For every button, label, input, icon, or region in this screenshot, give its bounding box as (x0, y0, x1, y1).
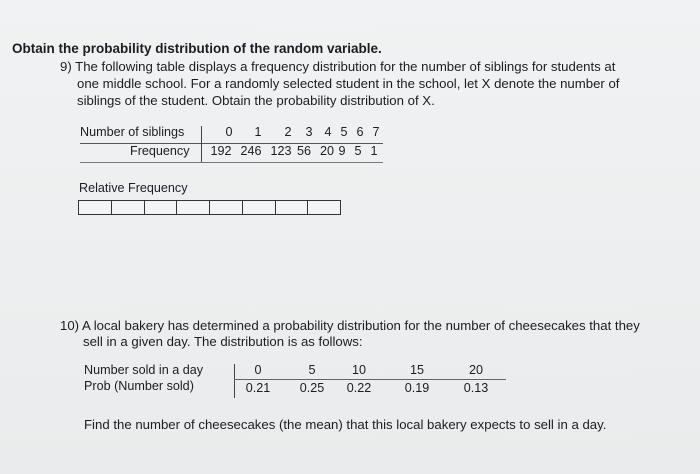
q10-number-cell: 20 (468, 363, 483, 377)
q9-sibling-cell: 5 (340, 125, 348, 139)
q9-sibling-cell: 1 (254, 125, 262, 139)
q9-sibling-cell: 2 (284, 125, 292, 139)
q9-frequency-cell: 20 (319, 144, 334, 158)
relative-frequency-answer-row (78, 200, 341, 215)
q9-frequency-cell: 123 (270, 144, 292, 158)
relative-frequency-box[interactable] (78, 200, 111, 215)
q9-table-row-siblings (80, 125, 390, 141)
q10-table-divider (234, 379, 506, 380)
q9-table-row-frequency (80, 144, 390, 160)
q9-sibling-cell: 4 (324, 125, 332, 139)
q10-number-sold-label: Number sold in a day (84, 363, 204, 377)
q9-frequency-cell: 192 (210, 144, 232, 158)
q10-question: Find the number of cheesecakes (the mean) that this local bakery expects to sell in a day. (84, 417, 607, 432)
page-heading: Obtain the probability distribution of the random variable. (12, 41, 382, 56)
q9-sibling-cell: 7 (372, 125, 380, 139)
q10-table-vertical-rule (234, 364, 235, 398)
q9-frequency-cell: 9 (338, 144, 346, 158)
q9-sibling-cell: 6 (356, 125, 364, 139)
q10-number-cell: 10 (351, 363, 366, 377)
q9-table-bottom-rule (80, 162, 383, 163)
relative-frequency-box[interactable] (209, 200, 242, 215)
q10-prob-cell: 0.13 (463, 381, 489, 395)
q10-prob-label: Prob (Number sold) (84, 379, 194, 393)
q9-frequency-cell: 246 (240, 144, 262, 158)
q9-frequency-cell: 56 (296, 144, 311, 158)
q10-prob-cell: 0.21 (245, 381, 271, 395)
q9-text-line-1: 9) The following table displays a frequency distribution for the number of siblings for students at (60, 59, 616, 74)
q10-text-line-1: 10) A local bakery has determined a probability distribution for the number of cheesecakes that they (60, 318, 640, 333)
relative-frequency-box[interactable] (144, 200, 177, 215)
q9-frequency-cell: 5 (354, 144, 362, 158)
q10-prob-cell: 0.19 (404, 381, 430, 395)
q10-number-cell: 5 (308, 363, 316, 377)
q10-number-cell: 0 (254, 363, 262, 377)
relative-frequency-box[interactable] (111, 200, 144, 215)
q10-prob-cell: 0.22 (346, 381, 372, 395)
q9-frequency-label: Frequency (130, 144, 190, 158)
q9-sibling-cell: 0 (225, 125, 233, 139)
q10-number-cell: 15 (409, 363, 424, 377)
relative-frequency-label: Relative Frequency (79, 181, 188, 195)
q10-prob-cell: 0.25 (299, 381, 325, 395)
q9-text-line-3: siblings of the student. Obtain the probability distribution of X. (77, 93, 435, 108)
q9-frequency-cell: 1 (370, 144, 378, 158)
q10-text-line-2: sell in a given day. The distribution is as follows: (83, 334, 363, 349)
relative-frequency-box[interactable] (176, 200, 209, 215)
relative-frequency-box[interactable] (307, 200, 341, 215)
q9-siblings-label: Number of siblings (80, 125, 185, 139)
q9-sibling-cell: 3 (305, 125, 313, 139)
q9-table-divider (80, 143, 383, 144)
q9-table-vertical-rule (201, 126, 202, 162)
relative-frequency-box[interactable] (242, 200, 275, 215)
relative-frequency-box[interactable] (275, 200, 308, 215)
q9-text-line-2: one middle school. For a randomly selected student in the school, let X denote the number of (77, 76, 620, 91)
